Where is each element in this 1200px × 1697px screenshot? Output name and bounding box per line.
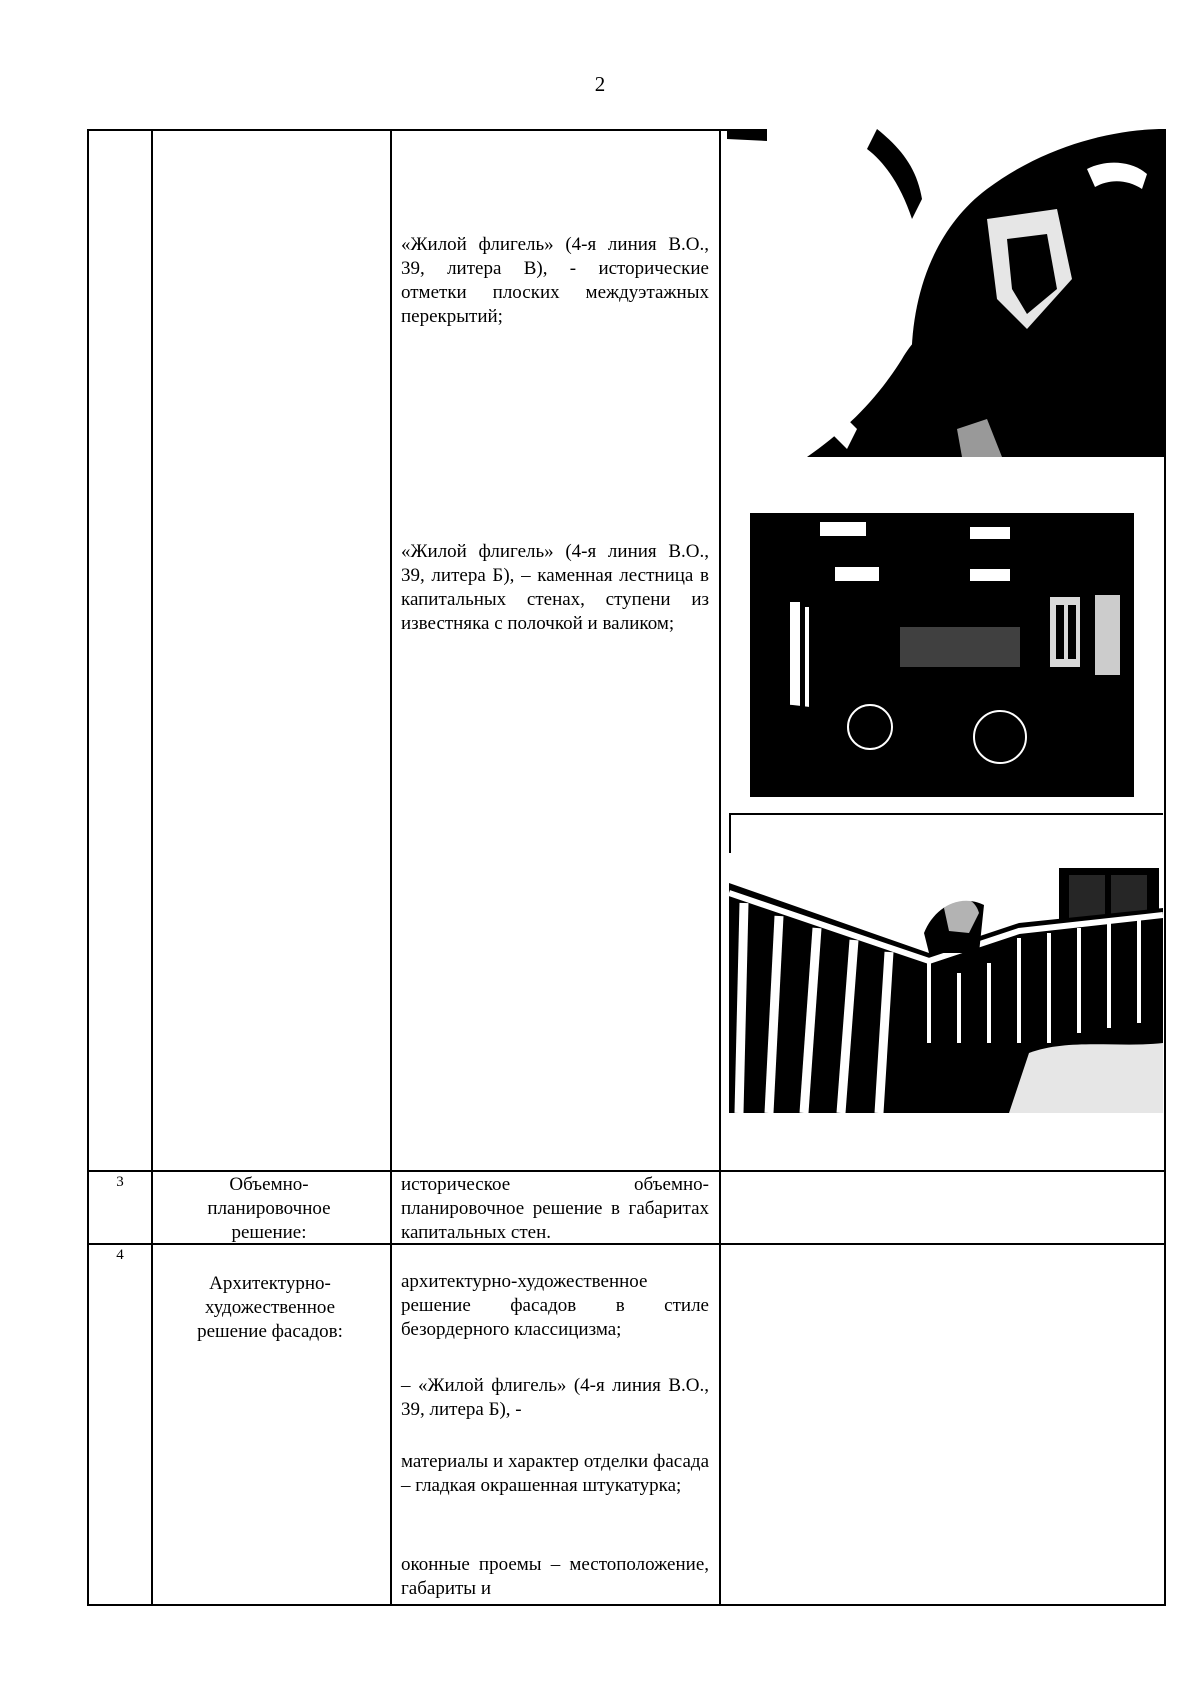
photo-staircase-hall-image xyxy=(750,507,1134,797)
row2-desc-upper-floor-levels xyxy=(401,233,709,329)
row4-section-name: Архитектурно-художественное решение фасадов: xyxy=(197,1273,343,1342)
row4-desc-4-text: оконные проемы – местоположение, габариты и xyxy=(401,1554,709,1599)
row3-number: 3 xyxy=(116,1174,124,1190)
page-number: 2 xyxy=(594,72,606,96)
photo-staircase-hall xyxy=(750,507,1134,797)
row2-desc-stone-staircase xyxy=(401,540,709,636)
table-border-right xyxy=(1164,129,1166,1606)
row4-description-building xyxy=(401,1374,709,1422)
row3-description xyxy=(401,1173,709,1245)
photo-staircase-railing-image xyxy=(729,813,1163,1113)
table-border-bottom xyxy=(87,1604,1166,1606)
row2-desc-2-text: «Жилой флигель» (4-я линия В.О., 39, литера Б), – каменная лестница в капитальных стенах, ступени из известняка с полочкой и валиком; xyxy=(401,541,709,634)
table-border-left xyxy=(87,129,89,1606)
photo-floor-levels-image xyxy=(727,129,1164,457)
photo-staircase-railing xyxy=(729,813,1163,1113)
row-divider-2-3 xyxy=(87,1170,1166,1172)
table-divider-1 xyxy=(151,129,153,1606)
row4-desc-3-text: материалы и характер отделки фасада – гладкая окрашенная штукатурка; xyxy=(401,1451,709,1496)
row4-desc-1-text: архитектурно-художественное решение фасадов в стиле безордерного классицизма; xyxy=(401,1271,709,1340)
row4-description-style xyxy=(401,1270,709,1342)
row4-description-windows xyxy=(401,1553,709,1601)
table-divider-3 xyxy=(719,129,721,1606)
photo-floor-levels xyxy=(727,129,1164,457)
row4-description-finish xyxy=(401,1450,709,1498)
row4-number: 4 xyxy=(116,1247,124,1263)
row4-desc-2-text: – «Жилой флигель» (4-я линия В.О., 39, литера Б), - xyxy=(401,1375,709,1420)
monument-subject-table xyxy=(87,129,1166,1606)
row2-desc-1-text: «Жилой флигель» (4-я линия В.О., 39, литера В), - исторические отметки плоских междуэтажных перекрытий; xyxy=(401,234,709,327)
row3-desc-text: историческое объемно-планировочное решение в габаритах капитальных стен. xyxy=(401,1174,709,1243)
table-divider-2 xyxy=(390,129,392,1606)
row3-section-name: Объемно-планировочное решение: xyxy=(207,1174,331,1243)
